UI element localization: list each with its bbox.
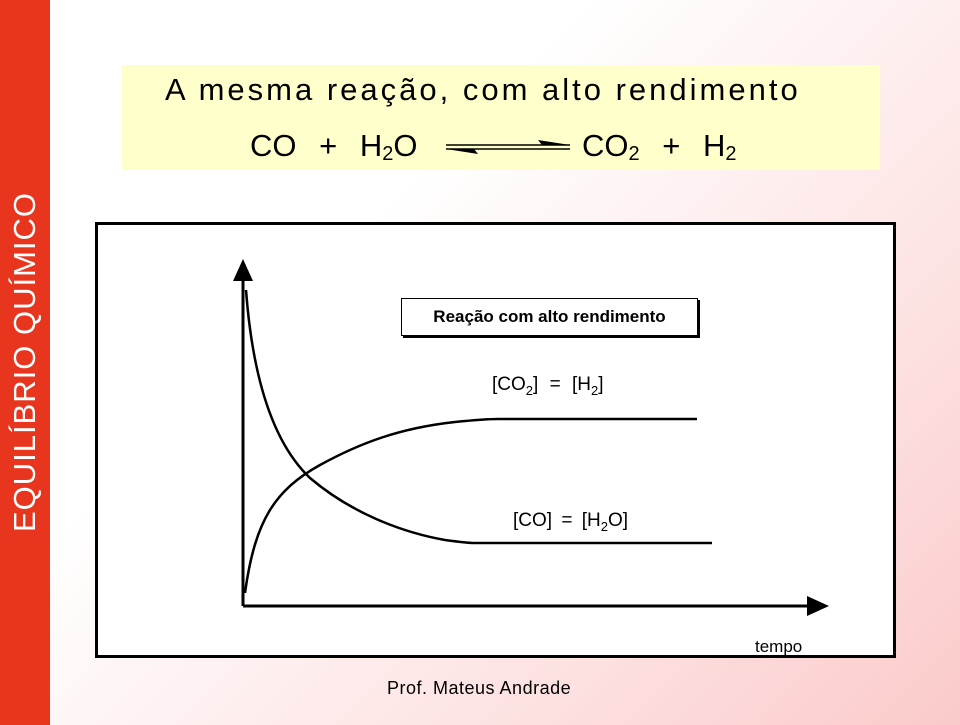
product-curve — [245, 419, 697, 593]
footer-author: Prof. Mateus Andrade — [387, 678, 572, 698]
page-title: A mesma reação, com alto rendimento — [165, 72, 801, 107]
reaction-label-box: Reação com alto rendimento — [401, 298, 698, 336]
plus-sign: + — [319, 128, 338, 163]
x-axis-arrow-icon — [807, 596, 829, 616]
y-axis-arrow-icon — [233, 259, 253, 281]
lower-curve-label: $[CO] = [H_2O]$ — [513, 510, 629, 534]
plus-sign-2: + — [662, 128, 681, 163]
reactant-co: CO — [250, 128, 297, 163]
product-h2: $H_2$ — [702, 128, 737, 165]
sidebar-title: EQUILÍBRIO QUÍMICO — [7, 191, 42, 533]
reactant-h2o: $H_2O$ — [359, 128, 418, 165]
product-co2: $CO_2$ — [582, 128, 640, 165]
upper-curve-label: $[CO_2] = [H_2]$ — [492, 374, 604, 398]
x-axis-label: tempo — [755, 637, 803, 656]
